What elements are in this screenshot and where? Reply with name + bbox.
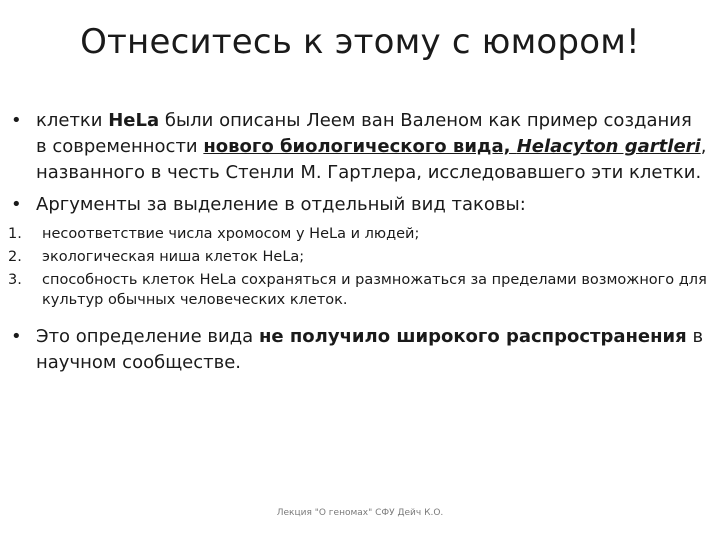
bullet-marker: • <box>11 110 22 131</box>
slide-title: Отнеситесь к этому с юмором! <box>80 22 640 62</box>
bullet3-text-2: в научном сообществе. <box>36 326 704 373</box>
list-item <box>8 270 708 310</box>
bullet3-text-1: Это определение вида <box>36 326 259 347</box>
list-item-number: 2. <box>8 249 22 265</box>
bullet1-text-3: , названного в честь Стенли М. Гартлера, исследовавшего эти клетки. <box>36 136 707 183</box>
bullet-marker: • <box>11 326 22 347</box>
bullet-arguments <box>8 192 708 218</box>
bullet1-species-name: Helacyton gartleri <box>516 136 701 157</box>
slide-footer: Лекция "О геномах" СФУ Дейч К.О. <box>276 508 444 518</box>
list-item-text: способность клеток HeLa сохраняться и размножаться за пределами возможного для культур обычных человеческих клеток. <box>42 272 707 308</box>
arguments-list <box>8 224 708 310</box>
bullet1-text-2: были описаны Леем ван Валеном как пример создания в современности <box>36 110 692 157</box>
bullet1-hela: HeLa <box>108 110 160 131</box>
bullet-marker: • <box>11 194 22 215</box>
bullet2-text: Аргументы за выделение в отдельный вид таковы: <box>36 194 526 215</box>
list-item-number: 3. <box>8 272 22 288</box>
list-item <box>8 247 708 267</box>
list-item-text: экологическая ниша клеток HeLa; <box>42 249 305 265</box>
bullet1-text-1: клетки <box>36 110 109 131</box>
bullet-hela-description <box>8 108 708 186</box>
list-item <box>8 224 708 244</box>
slide-content <box>8 108 708 382</box>
bullet-definition-status <box>8 324 708 376</box>
list-item-number: 1. <box>8 226 22 242</box>
list-item-text: несоответствие числа хромосом у HeLa и людей; <box>42 226 420 242</box>
bullet1-new-species: нового биологического вида, <box>203 136 517 157</box>
bullet3-emphasis: не получило широкого распространения <box>258 326 687 347</box>
